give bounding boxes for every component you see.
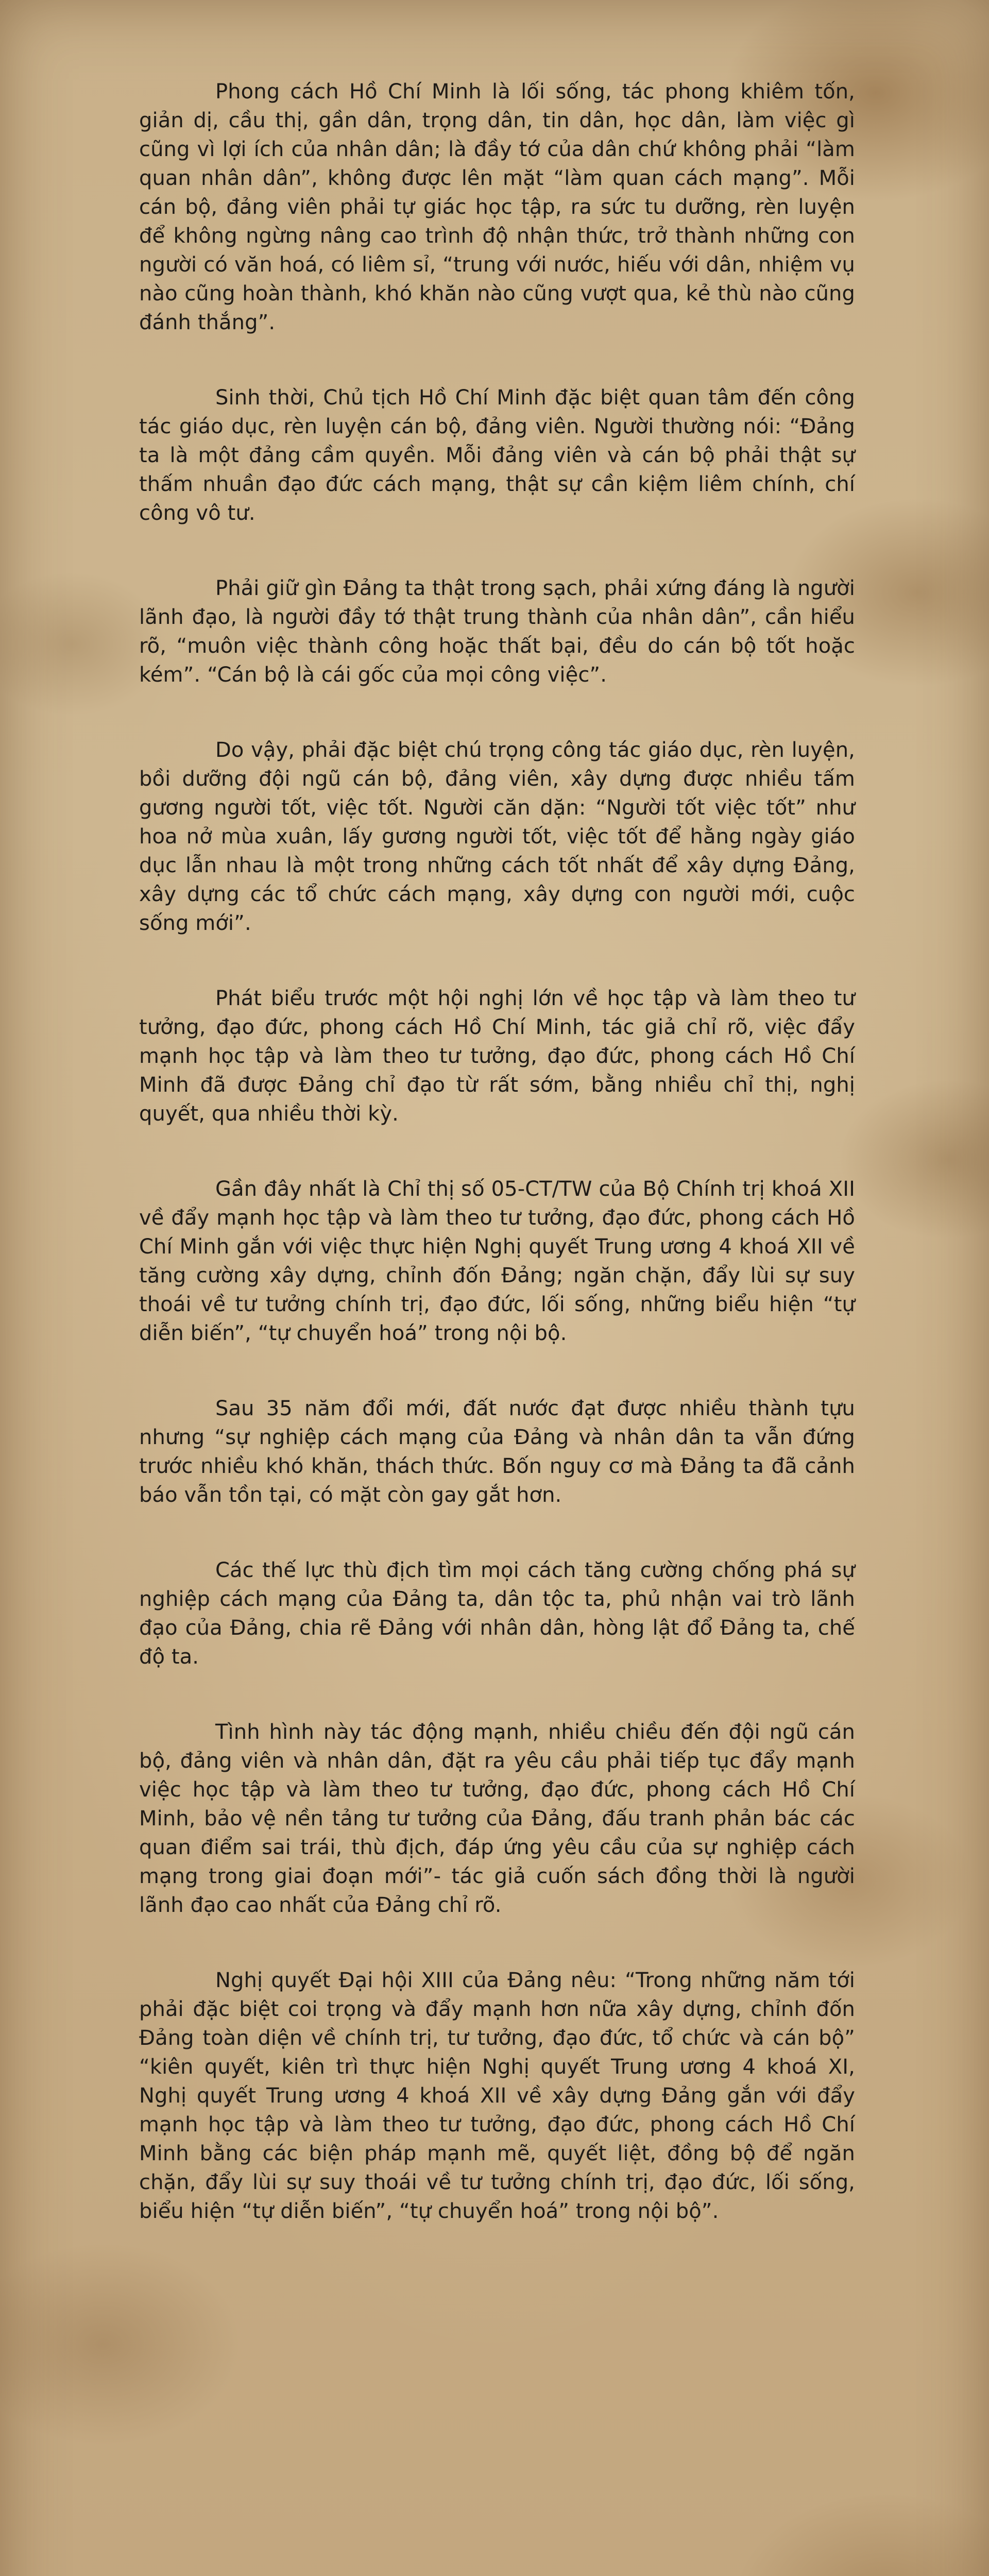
article-paragraph: Sau 35 năm đổi mới, đất nước đạt được nhiều thành tựu nhưng “sự nghiệp cách mạng của Đảng và nhân dân ta vẫn đứng trước nhiều khó khăn, thách thức. Bốn nguy cơ mà Đảng ta đã cảnh báo vẫn tồn tại, có mặt còn gay gắt hơn. xyxy=(139,1397,855,1507)
article-body xyxy=(139,77,855,2272)
article-paragraph: Phát biểu trước một hội nghị lớn về học tập và làm theo tư tưởng, đạo đức, phong cách Hồ Chí Minh, tác giả chỉ rõ, việc đẩy mạnh học tập và làm theo tư tưởng, đạo đức, phong cách Hồ Chí Minh đã được Đảng chỉ đạo từ rất sớm, bằng nhiều chỉ thị, nghị quyết, qua nhiều thời kỳ. xyxy=(139,987,855,1126)
article-paragraph: Nghị quyết Đại hội XIII của Đảng nêu: “Trong những năm tới phải đặc biệt coi trọng và đẩy mạnh hơn nữa xây dựng, chỉnh đốn Đảng toàn diện về chính trị, tư tưởng, đạo đức, tổ chức và cán bộ” “kiên quyết, kiên trì thực hiện Nghị quyết Trung ương 4 khoá XI, Nghị quyết Trung ương 4 khoá XII về xây dựng Đảng gắn với đẩy mạnh học tập và làm theo tư tưởng, đạo đức, phong cách Hồ Chí Minh bằng các biện pháp mạnh mẽ, quyết liệt, đồng bộ để ngăn chặn, đẩy lùi sự suy thoái về tư tưởng chính trị, đạo đức, lối sống, biểu hiện “tự diễn biến”, “tự chuyển hoá” trong nội bộ”. xyxy=(139,1969,855,2223)
article-paragraph: Phải giữ gìn Đảng ta thật trong sạch, phải xứng đáng là người lãnh đạo, là người đầy tớ thật trung thành của nhân dân”, cần hiểu rõ, “muôn việc thành công hoặc thất bại, đều do cán bộ tốt hoặc kém”. “Cán bộ là cái gốc của mọi công việc”. xyxy=(139,577,855,687)
article-paragraph: Do vậy, phải đặc biệt chú trọng công tác giáo dục, rèn luyện, bồi dưỡng đội ngũ cán bộ, đảng viên, xây dựng được nhiều tấm gương người tốt, việc tốt. Người căn dặn: “Người tốt việc tốt” như hoa nở mùa xuân, lấy gương người tốt, việc tốt để hằng ngày giáo dục lẫn nhau là một trong những cách tốt nhất để xây dựng Đảng, xây dựng các tổ chức cách mạng, xây dựng con người mới, cuộc sống mới”. xyxy=(139,738,855,935)
article-paragraph: Phong cách Hồ Chí Minh là lối sống, tác phong khiêm tốn, giản dị, cầu thị, gần dân, trọng dân, tin dân, học dân, làm việc gì cũng vì lợi ích của nhân dân; là đầy tớ của dân chứ không phải “làm quan nhân dân”, không được lên mặt “làm quan cách mạng”. Mỗi cán bộ, đảng viên phải tự giác học tập, ra sức tu dưỡng, rèn luyện để không ngừng nâng cao trình độ nhận thức, trở thành những con người có văn hoá, có liêm sỉ, “trung với nước, hiếu với dân, nhiệm vụ nào cũng hoàn thành, khó khăn nào cũng vượt qua, kẻ thù nào cũng đánh thắng”. xyxy=(139,80,855,334)
article-paragraph: Tình hình này tác động mạnh, nhiều chiều đến đội ngũ cán bộ, đảng viên và nhân dân, đặt ra yêu cầu phải tiếp tục đẩy mạnh việc học tập và làm theo tư tưởng, đạo đức, phong cách Hồ Chí Minh, bảo vệ nền tảng tư tưởng của Đảng, đấu tranh phản bác các quan điểm sai trái, thù địch, đáp ứng yêu cầu của sự nghiệp cách mạng trong giai đoạn mới”- tác giả cuốn sách đồng thời là người lãnh đạo cao nhất của Đảng chỉ rõ. xyxy=(139,1720,855,1917)
article-paragraph: Gần đây nhất là Chỉ thị số 05-CT/TW của Bộ Chính trị khoá XII về đẩy mạnh học tập và làm theo tư tưởng, đạo đức, phong cách Hồ Chí Minh gắn với việc thực hiện Nghị quyết Trung ương 4 khoá XII về tăng cường xây dựng, chỉnh đốn Đảng; ngăn chặn, đẩy lùi sự suy thoái về tư tưởng chính trị, đạo đức, lối sống, những biểu hiện “tự diễn biến”, “tự chuyển hoá” trong nội bộ. xyxy=(139,1177,855,1345)
article-paragraph: Sinh thời, Chủ tịch Hồ Chí Minh đặc biệt quan tâm đến công tác giáo dục, rèn luyện cán bộ, đảng viên. Người thường nói: “Đảng ta là một đảng cầm quyền. Mỗi đảng viên và cán bộ phải thật sự thấm nhuần đạo đức cách mạng, thật sự cần kiệm liêm chính, chí công vô tư. xyxy=(139,386,855,525)
article-paragraph: Các thế lực thù địch tìm mọi cách tăng cường chống phá sự nghiệp cách mạng của Đảng ta, dân tộc ta, phủ nhận vai trò lãnh đạo của Đảng, chia rẽ Đảng với nhân dân, hòng lật đổ Đảng ta, chế độ ta. xyxy=(139,1558,855,1669)
